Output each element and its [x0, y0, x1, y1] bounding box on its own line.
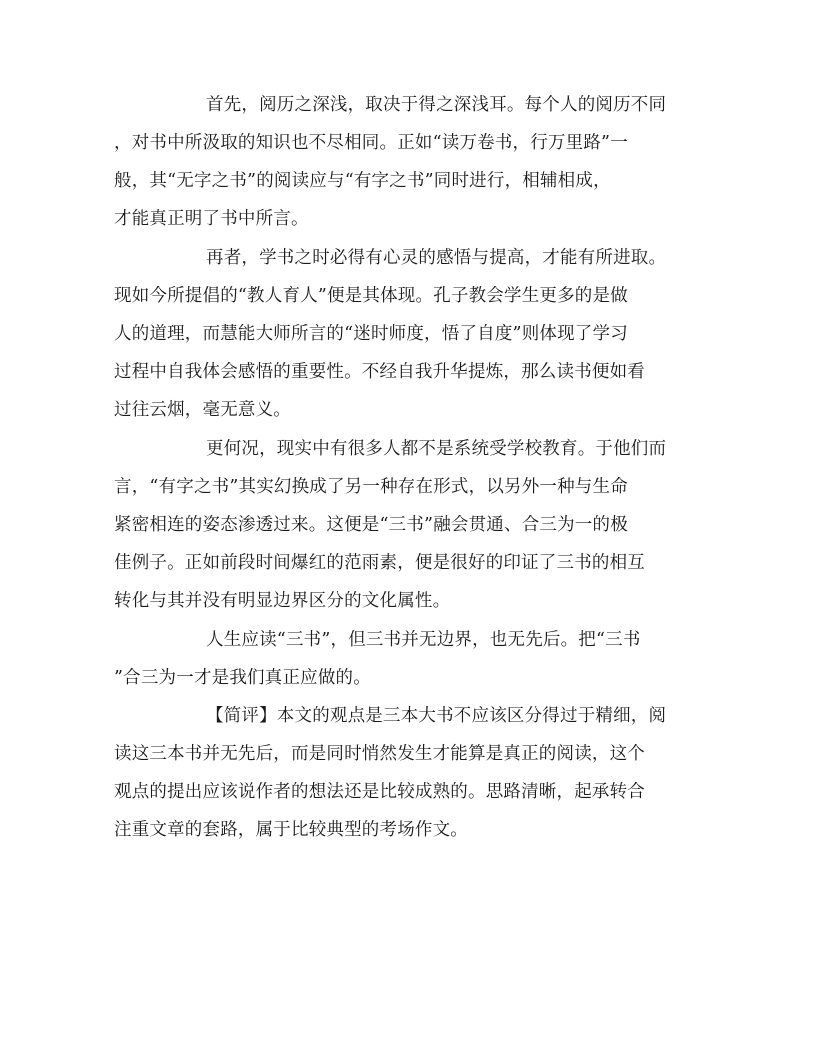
paragraph-line: 过程中自我体会感悟的重要性。不经自我升华提炼，那么读书便如看	[114, 362, 645, 382]
paragraph-line: 紧密相连的姿态渗透过来。这便是“三书”融会贯通、合三为一的极	[114, 515, 628, 535]
paragraph-line: 现如今所提倡的“教人育人”便是其体现。孔子教会学生更多的是做	[114, 286, 628, 306]
paragraph-line: 观点的提出应该说作者的想法还是比较成熟的。思路清晰，起承转合	[114, 782, 645, 802]
paragraph-line: 更何况，现实中有很多人都不是系统受学校教育。于他们而	[206, 439, 667, 459]
paragraph-line: ”合三为一才是我们真正应做的。	[114, 668, 371, 688]
paragraph-line: 再者，学书之时必得有心灵的感悟与提高，才能有所进取。	[206, 248, 667, 268]
paragraph-line: 言，“有字之书”其实幻换成了另一种存在形式，以另外一种与生命	[114, 477, 628, 497]
paragraph-line: 读这三本书并无先后，而是同时悄然发生才能算是真正的阅读，这个	[114, 744, 645, 764]
paragraph-line: 【简评】本文的观点是三本大书不应该区分得过于精细，阅	[206, 706, 667, 726]
paragraph-line: 首先，阅历之深浅，取决于得之深浅耳。每个人的阅历不同	[206, 95, 667, 115]
paragraph-line: 转化与其并没有明显边界区分的文化属性。	[114, 591, 451, 611]
paragraph-line: 佳例子。正如前段时间爆红的范雨素，便是很好的印证了三书的相互	[114, 553, 645, 573]
paragraph-line: ，对书中所汲取的知识也不尽相同。正如“读万卷书，行万里路”一	[114, 133, 628, 153]
paragraph-line: 过往云烟，毫无意义。	[114, 400, 291, 420]
paragraph-line: 人生应读“三书”，但三书并无边界，也无先后。把“三书	[206, 630, 641, 650]
paragraph-line: 般，其“无字之书”的阅读应与“有字之书”同时进行，相辅相成，	[114, 171, 611, 191]
paragraph-line: 注重文章的套路，属于比较典型的考场作文。	[114, 820, 468, 840]
paragraph-line: 人的道理，而慧能大师所言的“迷时师度，悟了自度”则体现了学习	[114, 324, 628, 344]
paragraph-line: 才能真正明了书中所言。	[114, 209, 309, 229]
